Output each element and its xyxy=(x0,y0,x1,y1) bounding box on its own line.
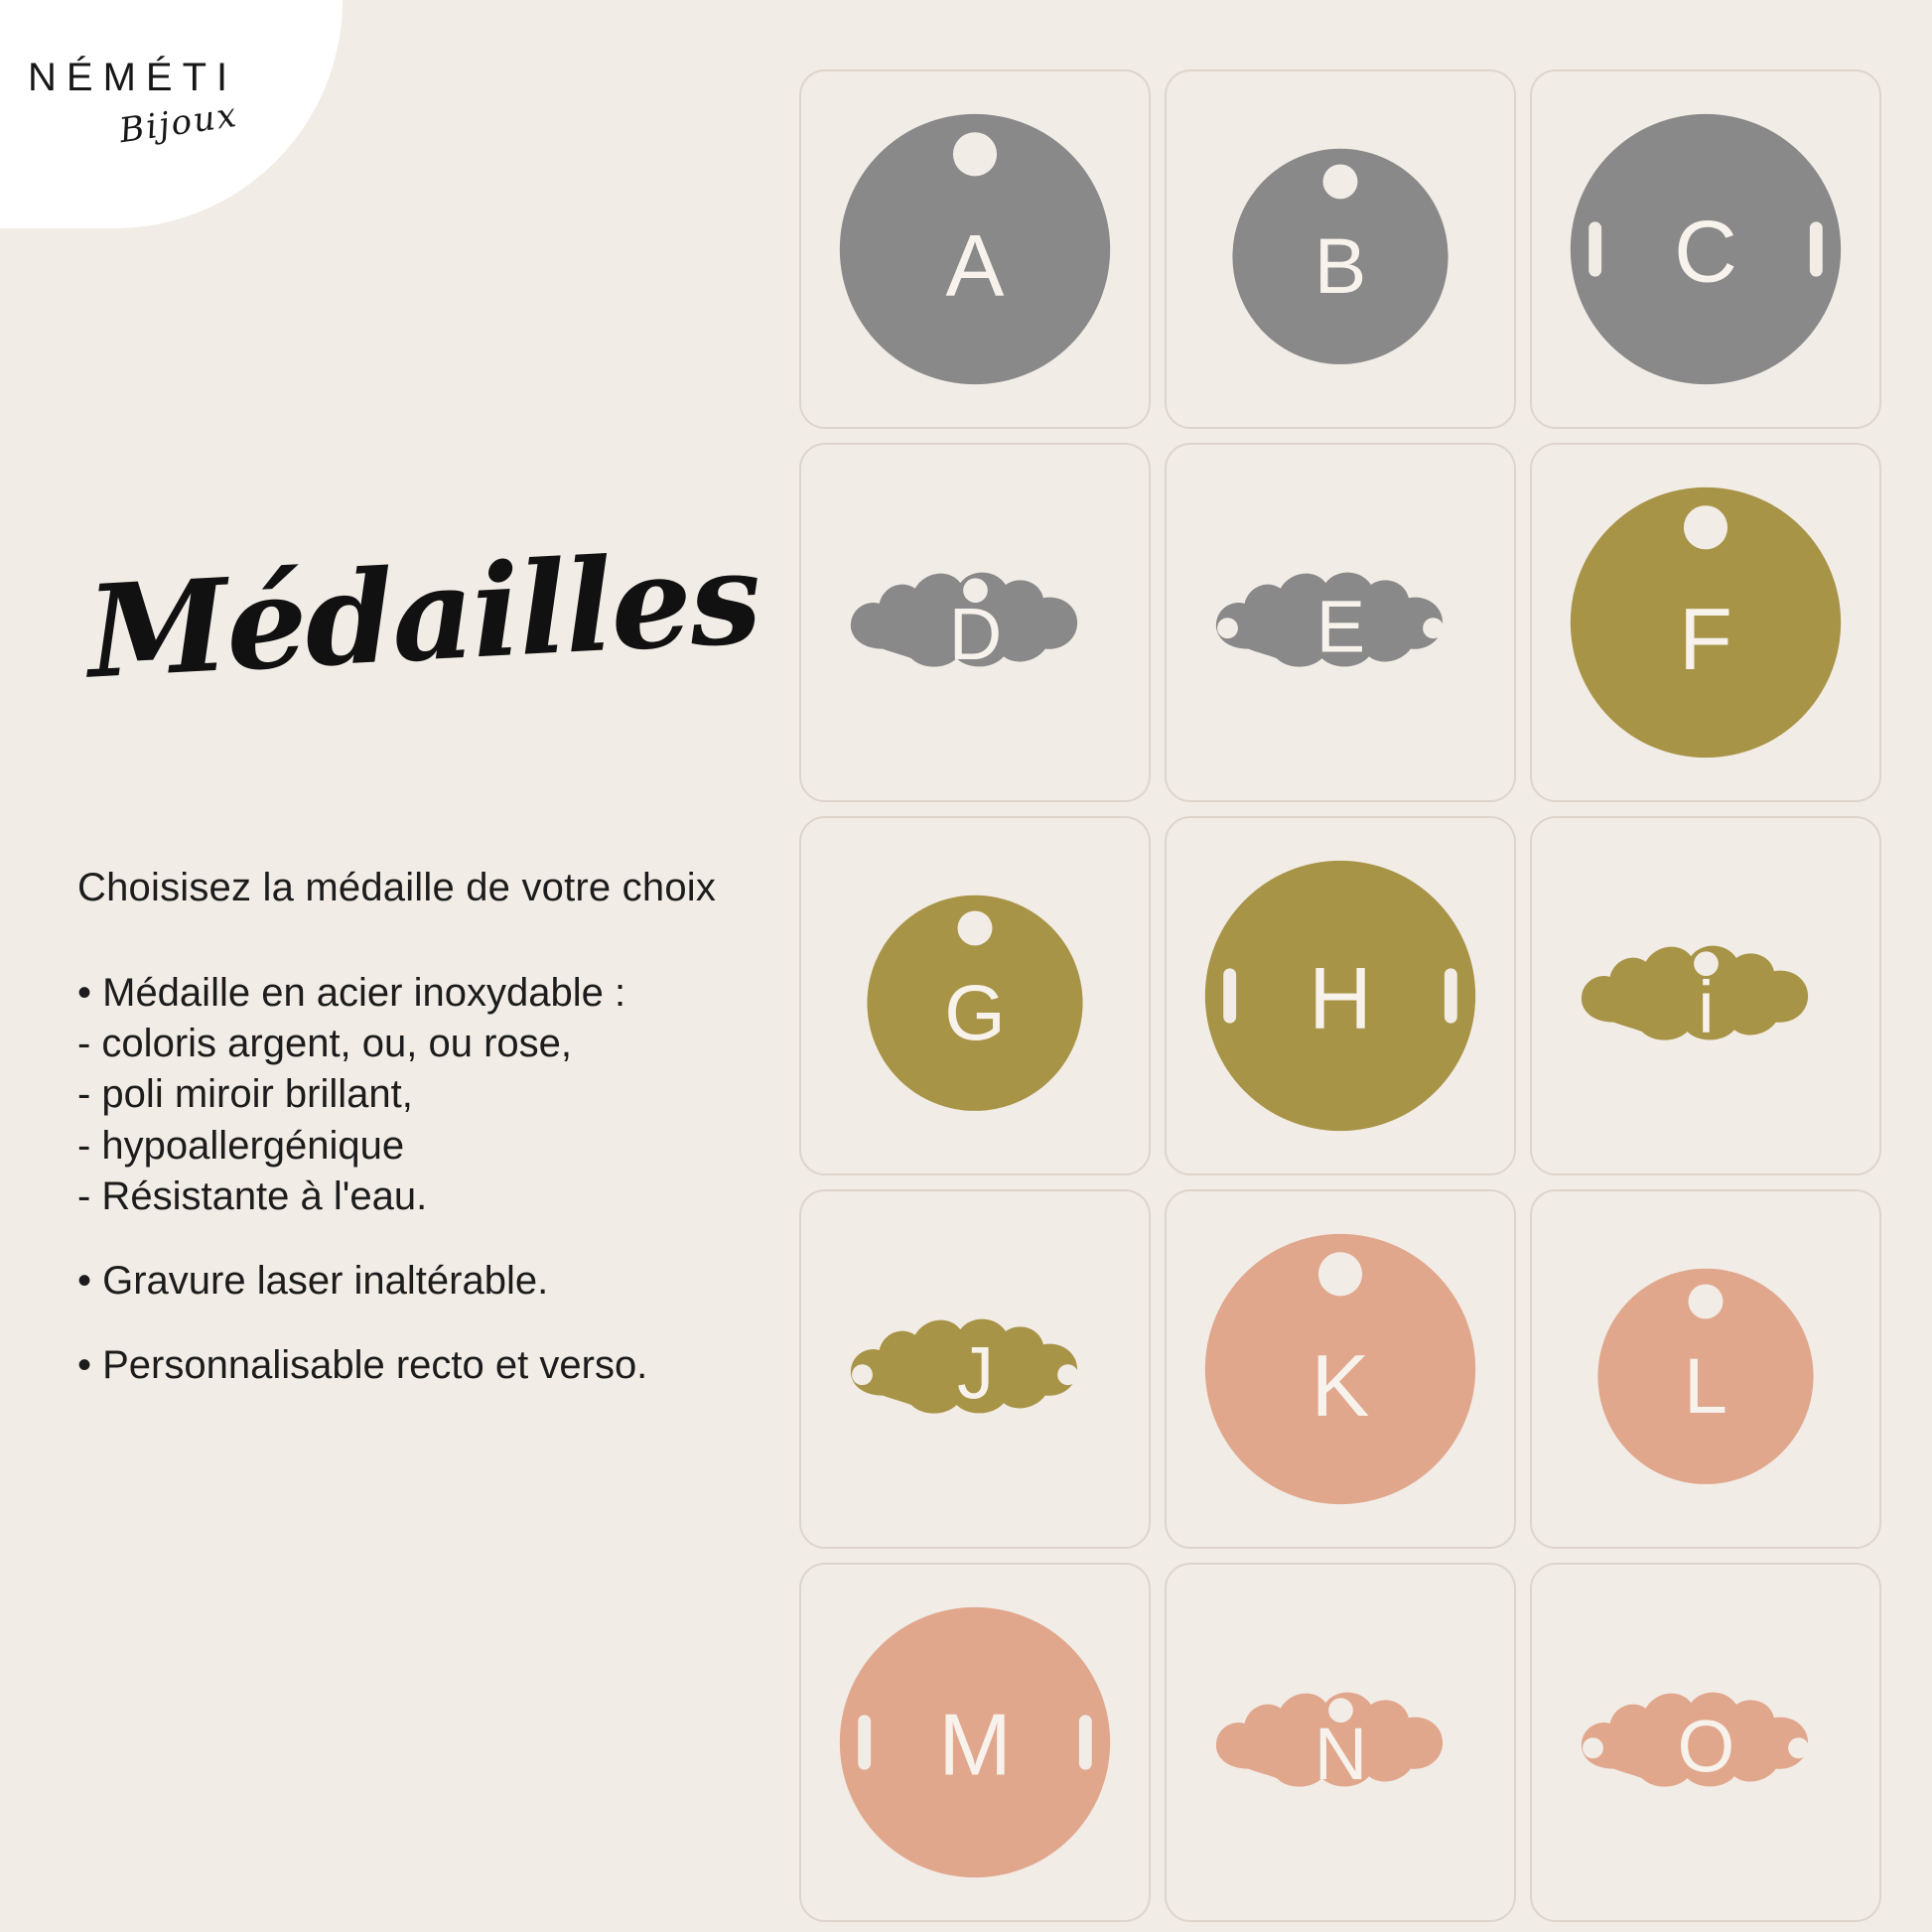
medal-graphic xyxy=(1569,1232,1843,1506)
svg-text:G: G xyxy=(944,968,1006,1057)
svg-text:D: D xyxy=(948,592,1002,675)
feature-line: • Médaille en acier inoxydable : xyxy=(77,971,626,1015)
medal-graphic xyxy=(1199,1667,1482,1818)
medal-option-C[interactable] xyxy=(1530,69,1881,429)
feature-list xyxy=(77,968,733,1425)
medal-graphic xyxy=(1203,859,1477,1133)
feature-line: • Personnalisable recto et verso. xyxy=(77,1343,648,1388)
medal-graphic xyxy=(1565,920,1848,1071)
medal-graphic xyxy=(1199,547,1482,698)
svg-text:H: H xyxy=(1309,948,1372,1047)
feature-line: - coloris argent, ou, ou rose, xyxy=(77,1022,573,1066)
feature-line: • Gravure laser inaltérable. xyxy=(77,1258,549,1303)
svg-text:B: B xyxy=(1313,221,1367,311)
medal-option-H[interactable] xyxy=(1165,816,1516,1175)
medal-option-I[interactable] xyxy=(1530,816,1881,1175)
medal-option-A[interactable] xyxy=(799,69,1151,429)
svg-text:E: E xyxy=(1315,585,1365,668)
svg-text:A: A xyxy=(945,216,1005,316)
medal-option-G[interactable] xyxy=(799,816,1151,1175)
medal-graphic xyxy=(834,547,1117,698)
medal-option-K[interactable] xyxy=(1165,1189,1516,1549)
svg-text:O: O xyxy=(1677,1705,1734,1788)
medal-option-L[interactable] xyxy=(1530,1189,1881,1549)
feature-line: - Résistante à l'eau. xyxy=(77,1173,428,1218)
medal-option-B[interactable] xyxy=(1165,69,1516,429)
page-title: Médailles xyxy=(83,523,763,708)
medal-graphic xyxy=(838,859,1112,1133)
medal-graphic xyxy=(1569,112,1843,386)
medal-option-E[interactable] xyxy=(1165,443,1516,802)
svg-text:i: i xyxy=(1697,965,1715,1048)
medal-graphic xyxy=(1203,112,1477,386)
medal-option-O[interactable] xyxy=(1530,1563,1881,1922)
svg-text:C: C xyxy=(1674,202,1737,301)
medal-graphic xyxy=(838,1605,1112,1879)
brand-name: NÉMÉTI xyxy=(28,56,238,99)
medal-graphic xyxy=(838,112,1112,386)
feature-block xyxy=(77,1256,733,1307)
medal-grid xyxy=(799,69,1881,1922)
svg-text:K: K xyxy=(1311,1336,1370,1436)
svg-text:L: L xyxy=(1684,1341,1727,1431)
medal-graphic xyxy=(1565,1667,1848,1818)
left-info-panel xyxy=(0,0,784,1932)
medal-option-F[interactable] xyxy=(1530,443,1881,802)
lead-text: Choisisez la médaille de votre choix xyxy=(77,866,717,909)
brand-tagline: Bijoux xyxy=(116,94,241,152)
medal-option-N[interactable] xyxy=(1165,1563,1516,1922)
medal-graphic xyxy=(834,1294,1117,1445)
feature-block xyxy=(77,968,733,1222)
medal-option-D[interactable] xyxy=(799,443,1151,802)
svg-text:N: N xyxy=(1313,1712,1367,1795)
feature-line: - hypoallergénique xyxy=(77,1123,405,1168)
feature-block xyxy=(77,1340,733,1391)
medal-graphic xyxy=(1203,1232,1477,1506)
svg-text:J: J xyxy=(956,1331,994,1415)
svg-text:M: M xyxy=(938,1695,1012,1794)
feature-line: - poli miroir brillant, xyxy=(77,1072,413,1117)
medal-graphic xyxy=(1569,485,1843,759)
medal-option-J[interactable] xyxy=(799,1189,1151,1549)
svg-text:F: F xyxy=(1679,590,1732,689)
medal-option-M[interactable] xyxy=(799,1563,1151,1922)
